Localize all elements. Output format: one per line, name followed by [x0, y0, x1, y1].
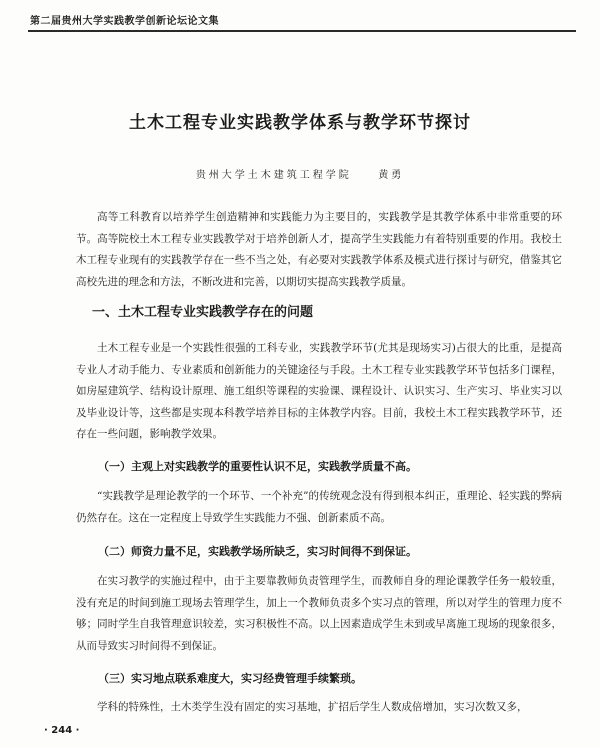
page-number: · 244 · [44, 725, 80, 736]
subsection-text-2: 在实习教学的实施过程中，由于主要靠教师负责管理学生，而教师自身的理论课教学任务一般较重，没有充足的时间到施工现场去管理学生，加上一个教师负责多个实习点的管理，所以对学生的管理力度不够；同时学生自我管理意识较差，实习积极性不高。以上因素造成学生未到或早离施工现场的现象很多，从而导致实习时间得不到保证。 [76, 575, 562, 652]
author-line [0, 166, 600, 181]
subsection-text-1: “实践教学是理论教学的一个环节、一个补充”的传统观念没有得到根本纠正，重理论、轻实践的弊病仍然存在。这在一定程度上导致学生实践能力不强、创新素质不高。 [76, 490, 562, 524]
subsection-heading-3: （三）实习地点联系难度大，实习经费管理手续繁琐。 [98, 672, 362, 685]
paper-title: 土木工程专业实践教学体系与教学环节探讨 [129, 113, 471, 133]
running-head: 第二届贵州大学实践教学创新论坛论文集 [30, 16, 219, 27]
author-affiliation: 贵州大学土木建筑工程学院 [195, 170, 352, 181]
subsection-heading-1: （一）主观上对实践教学的重要性认识不足，实践教学质量不高。 [98, 460, 417, 473]
header-rule [28, 30, 576, 32]
section-heading-1: 一、土木工程专业实践教学存在的问题 [92, 305, 314, 320]
abstract-paragraph: 高等工科教育以培养学生创造精神和实践能力为主要目的，实践教学是其教学体系中非常重要的环节。高等院校土木工程专业实践教学对于培养创新人才，提高学生实践能力有着特别重要的作用。我校土木工程专业现有的实践教学存在一些不当之处，有必要对实践教学体系及模式进行探讨与研究，借鉴其它高校先进的理念和方法，不断改进和完善，以期切实提高实践教学质量。 [76, 211, 562, 288]
subsection-text-3: 学科的特殊性，土木类学生没有固定的实习基地，扩招后学生人数成倍增加，实习次数又多， [97, 701, 528, 713]
author-name: 黄勇 [378, 170, 405, 181]
section1-intro: 土木工程专业是一个实践性很强的工科专业，实践教学环节(尤其是现场实习)占很大的比重，是提高专业人才动手能力、专业素质和创新能力的关键途径与手段。土木工程专业实践教学环节包括多门课程，如房屋建筑学、结构设计原理、施工组织等课程的实验课、课程设计、认识实习、生产实习、毕业实习以及毕业设计等，这些都是实现本科教学培养目标的主体教学内容。目前，我校土木工程实践教学环节，还存在一些问题，影响教学效果。 [76, 342, 562, 440]
subsection-heading-2: （二）师资力量不足，实践教学场所缺乏，实习时间得不到保证。 [98, 545, 417, 558]
